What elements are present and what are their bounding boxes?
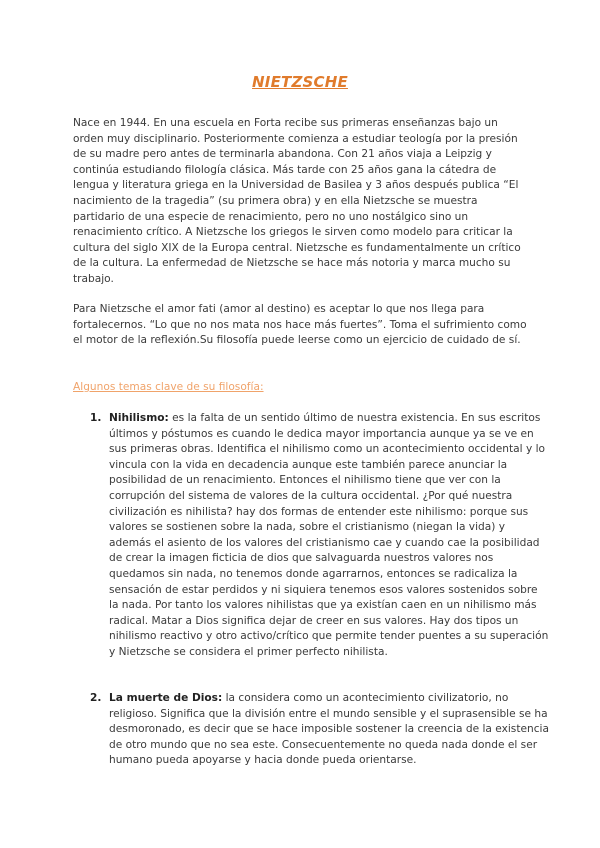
list-item (90, 411, 549, 661)
list-item-text: la considera como un acontecimiento civilizatorio, no religioso. Significa que la división entre el mundo sensible y el suprasensible se ha desmoronado, es decir que se hace imposible sostener la creencia de la existencia de otro mundo que no sea este. Consecuentemente no queda nada donde el ser humano pueda apoyarse y hacia donde pueda orientarse. (109, 692, 549, 767)
page-title: NIETZSCHE (252, 73, 348, 91)
list-item (90, 691, 549, 769)
amor-fati-paragraph: Para Nietzsche el amor fati (amor al destino) es aceptar lo que nos llega para fortalecernos. “Lo que no nos mata nos hace más fuertes”. Toma el sufrimiento como el motor de la reflexión.Su filosofía puede leerse como un ejercicio de cuidado de sí. (73, 303, 527, 347)
list-item-text: es la falta de un sentido último de nuestra existencia. En sus escritos últimos y póstumos es cuando le dedica mayor importancia aunque ya se ve en sus primeras obras. Identifica el nihilismo como un acontecimiento occidental y lo vincula con la vida en decadencia aunque este también parece anunciar la posibilidad de un renacimiento. Entonces el nihilismo tiene que ver con la corrupción del sistema de valores de la cultura occidental. ¿Por qué nuestra civilización es nihilista? hay dos formas de entender este nihilismo: porque sus valores se sostienen sobre la nada, sobre el cristianismo (niegan la vida) y además el asiento de los valores del cristianismo cae y cuando cae la posibilidad de crear la imagen ficticia de dios que salvaguarda nuestros valores nos quedamos sin nada, no tenemos donde agarrarnos, entonces se radicaliza la sensación de estar perdidos y ni siquiera tenemos esos valores sostenidos sobre la nada. Por tanto los valores nihilistas que ya existían caen en un nihilismo más radical. Matar a Dios significa dejar de creer en sus valores. Hay dos tipos un nihilismo reactivo y otro activo/crítico que permite tender puentes a su superación y Nietzsche se considera el primer perfecto nihilista. (109, 412, 549, 658)
list-item-term: Nihilismo: (109, 412, 169, 424)
biography-paragraph: Nace en 1944. En una escuela en Forta recibe sus primeras enseñanzas bajo un orden muy disciplinario. Posteriormente comienza a estudiar teología por la presión de su madre pero antes de terminarla abandona. Con 21 años viaja a Leipzig y continúa estudiando filología clásica. Más tarde con 25 años gana la cátedra de lengua y literatura griega en la Universidad de Basilea y 3 años después publica “El nacimiento de la tragedia” (su primera obra) y en ella Nietzsche se muestra partidario de una especie de renacimiento, pero no uno nostálgico sino un renacimiento crítico. A Nietzsche los griegos le sirven como modelo para criticar la cultura del siglo XIX de la Europa central. Nietzsche es fundamentalmente un crítico de la cultura. La enfermedad de Nietzsche se hace más notoria y marca mucho su trabajo. (73, 117, 521, 285)
list-item-number: 1. (90, 412, 102, 424)
list-item-term: La muerte de Dios: (109, 692, 223, 704)
section-heading-link[interactable]: Algunos temas clave de su filosofía: (73, 381, 264, 393)
list-item-number: 2. (90, 692, 102, 704)
